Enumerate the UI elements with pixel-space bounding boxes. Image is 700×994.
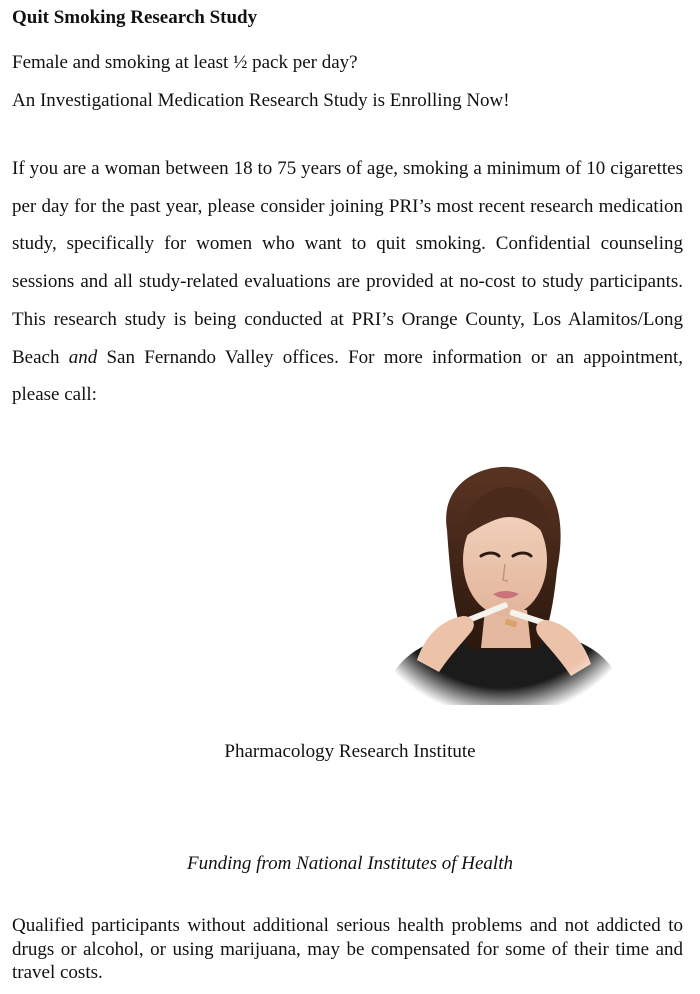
description-part-2: San Fernando Valley offices. For more information or an appointment, please call:: [12, 346, 683, 406]
organization-name: Pharmacology Research Institute: [224, 741, 476, 762]
study-description: [12, 150, 683, 414]
eligibility-question: Female and smoking at least ½ pack per day?: [12, 52, 358, 73]
woman-breaking-cigarette-photo: [377, 460, 627, 705]
description-part-1: If you are a woman between 18 to 75 years of age, smoking a minimum of 10 cigarettes per day for the past year, please consider joining PRI’s most recent research medication study, specifically for women who want to quit smoking. Confidential counseling sessions and all study-related evaluations are provided at no-cost to study participants. This research study is being conducted at PRI’s Orange County, Los Alamitos/Long Beach: [12, 158, 683, 368]
page-title: Quit Smoking Research Study: [12, 7, 258, 28]
funding-note: Funding from National Institutes of Health: [187, 853, 513, 874]
enrollment-announcement: An Investigational Medication Research Study is Enrolling Now!: [12, 90, 510, 111]
compensation-note: Qualified participants without additional serious health problems and not addicted to drugs or alcohol, or using marijuana, may be compensated for some of their time and travel costs.: [12, 915, 683, 983]
description-italic-and: and: [68, 346, 98, 368]
